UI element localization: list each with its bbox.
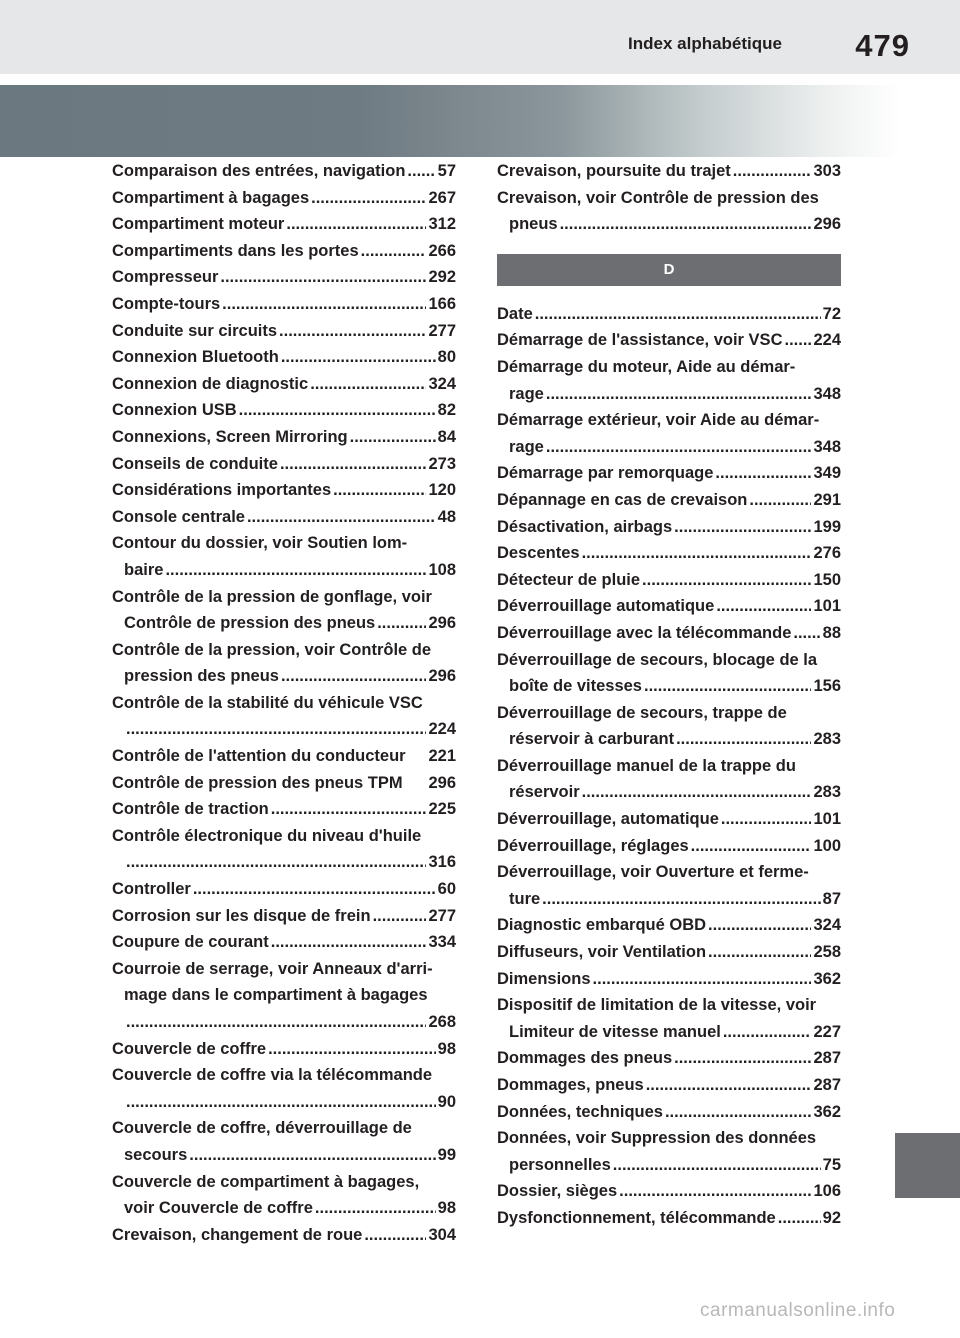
index-entry-text: Contrôle de pression des pneus TPM	[112, 773, 403, 792]
index-entry	[112, 424, 456, 451]
index-entry	[497, 487, 841, 514]
index-entry-text: Comparaison des entrées, navigation	[112, 162, 406, 180]
index-entry	[112, 903, 456, 930]
leader-dots	[582, 540, 812, 567]
index-entry-text: Descentes	[497, 544, 580, 563]
index-entry-text: Déverrouillage de secours, trappe de	[497, 703, 787, 722]
index-entry-text: Connexions, Screen Mirroring	[112, 427, 348, 446]
leader-dots	[715, 460, 811, 487]
index-entry-text: Compartiments dans les portes	[112, 241, 359, 260]
index-entry	[112, 743, 456, 770]
index-entry	[112, 291, 456, 318]
leader-dots	[646, 1072, 812, 1099]
index-entry-text: Déverrouillage, automatique	[497, 810, 719, 829]
leader-dots	[350, 424, 436, 451]
index-entry-page: 120	[428, 481, 456, 500]
index-entry	[112, 796, 456, 823]
index-entry	[112, 876, 456, 903]
index-entry-page: 221	[428, 747, 456, 766]
index-entry-text: Données, techniques	[497, 1102, 663, 1121]
index-entry-page: 60	[437, 880, 456, 899]
index-entry	[497, 514, 841, 541]
index-entry-page: 106	[813, 1182, 841, 1201]
index-entry-text: Couvercle de coffre, déverrouillage de	[112, 1119, 412, 1138]
index-entry	[112, 1036, 456, 1063]
index-entry	[112, 238, 456, 265]
index-entry-page: 292	[428, 268, 456, 287]
index-entry-text: rage	[509, 437, 544, 456]
index-entry	[497, 185, 841, 238]
index-entry-page: 224	[813, 331, 841, 350]
index-entry-text: Contrôle de la stabilité du véhicule VSC	[112, 693, 423, 712]
index-entry-text: Compartiment à bagages	[112, 188, 310, 207]
index-entry-text: Diagnostic embarqué OBD	[497, 916, 707, 935]
index-entry	[497, 354, 841, 407]
index-entry-text: mage dans le compartiment à bagages	[124, 986, 428, 1005]
index-entry-text: Démarrage du moteur, Aide au démar-	[497, 357, 796, 376]
leader-dots	[280, 451, 427, 478]
index-entry-text: Couvercle de coffre	[112, 1039, 267, 1058]
index-entry-text: Déverrouillage de secours, blocage de la	[497, 650, 818, 669]
index-entry-page: 224	[428, 720, 456, 739]
leader-dots	[268, 1036, 436, 1063]
index-entry-text: Crevaison, voir Contrôle de pression des	[497, 188, 819, 207]
index-entry-page: 316	[428, 853, 456, 872]
index-entry-text: Crevaison, changement de roue	[112, 1225, 363, 1244]
index-entry-text: réservoir	[509, 783, 580, 802]
index-entry	[112, 530, 456, 583]
index-entry-page: 296	[813, 215, 841, 234]
leader-dots	[793, 620, 820, 647]
index-entry-page: 277	[428, 321, 456, 340]
index-entry-text: Conduite sur circuits	[112, 321, 278, 340]
index-column-left	[112, 158, 456, 1248]
leader-dots	[239, 397, 436, 424]
leader-dots	[546, 381, 812, 408]
leader-dots	[674, 1045, 811, 1072]
index-entry	[112, 690, 456, 743]
index-entry	[497, 567, 841, 594]
leader-dots	[733, 158, 812, 185]
index-entry-text: Corrosion sur les disque de frein	[112, 906, 371, 925]
index-entry-page: 72	[822, 304, 841, 323]
index-entry	[112, 1222, 456, 1249]
index-column-right	[497, 158, 841, 1232]
index-entry	[497, 966, 841, 993]
index-entry-page: 227	[813, 1022, 841, 1041]
leader-dots	[665, 1099, 812, 1126]
index-entry	[497, 1178, 841, 1205]
index-entry	[497, 939, 841, 966]
leader-dots	[778, 1205, 821, 1232]
leader-dots	[708, 912, 811, 939]
index-entry	[497, 1205, 841, 1232]
leader-dots	[691, 833, 812, 860]
leader-dots	[281, 663, 427, 690]
index-entry	[497, 1099, 841, 1126]
leader-dots	[364, 1222, 426, 1249]
index-entry-page: 287	[813, 1076, 841, 1094]
index-entry-page: 304	[428, 1225, 456, 1244]
leader-dots	[535, 301, 821, 328]
index-entry-text: Contrôle de la pression de gonflage, voir	[112, 587, 432, 606]
leader-dots	[377, 610, 426, 637]
index-entry-page: 287	[813, 1049, 841, 1068]
leader-dots	[126, 716, 426, 743]
leader-dots	[593, 966, 812, 993]
index-entry-page: 108	[428, 560, 456, 579]
leader-dots	[126, 849, 426, 876]
index-entry	[497, 806, 841, 833]
index-entry	[112, 211, 456, 238]
index-entry-text: Dossier, sièges	[497, 1182, 618, 1201]
index-entry	[497, 833, 841, 860]
leader-dots	[642, 567, 811, 594]
index-entry-text: Contrôle de la pression, voir Contrôle de	[112, 640, 432, 659]
index-entry	[112, 477, 456, 504]
index-entry-text: pneus	[509, 215, 558, 234]
leader-dots	[582, 779, 812, 806]
index-entry	[497, 327, 841, 354]
leader-dots	[281, 344, 436, 371]
index-entry-text: Déverrouillage avec la télécommande	[497, 623, 792, 642]
index-entry	[497, 1125, 841, 1178]
index-entry-page: 362	[813, 1102, 841, 1121]
index-entry-text: Controller	[112, 880, 191, 899]
index-entry-text: Courroie de serrage, voir Anneaux d'arri-	[112, 959, 433, 978]
index-entry-text: Démarrage extérieur, voir Aide au démar-	[497, 411, 820, 430]
leader-dots	[708, 939, 811, 966]
index-entry	[497, 620, 841, 647]
index-entry	[497, 460, 841, 487]
index-entry-page: 100	[813, 836, 841, 855]
index-entry-page: 84	[437, 427, 456, 446]
index-entry-text: Données, voir Suppression des données	[497, 1129, 817, 1148]
index-entry	[497, 301, 841, 328]
leader-dots	[126, 1009, 426, 1036]
index-entry-text: Désactivation, airbags	[497, 517, 673, 536]
leader-dots	[271, 796, 427, 823]
index-entry-page: 334	[428, 933, 456, 952]
index-entry-text: boîte de vitesses	[509, 677, 642, 696]
leader-dots	[644, 673, 811, 700]
index-entry-text: voir Couvercle de coffre	[124, 1199, 313, 1218]
index-entry-page: 291	[813, 490, 841, 509]
index-entry-text: Couvercle de coffre via la télécommande	[112, 1066, 433, 1085]
index-entry-page: 99	[437, 1145, 456, 1164]
index-entry-text: Conseils de conduite	[112, 454, 278, 473]
index-entry-text: Démarrage par remorquage	[497, 464, 714, 483]
index-entry-text: Contrôle de traction	[112, 800, 269, 819]
index-entry-text: Couvercle de compartiment à bagages,	[112, 1172, 420, 1191]
index-entry-text: Connexion de diagnostic	[112, 374, 309, 393]
index-entry-page: 258	[813, 943, 841, 962]
index-entry-page: 273	[428, 454, 456, 473]
leader-dots	[721, 806, 812, 833]
index-entry-text: Contour du dossier, voir Soutien lom-	[112, 534, 408, 553]
index-entry	[112, 504, 456, 531]
index-entry-text: Crevaison, poursuite du trajet	[497, 162, 731, 180]
index-entry	[112, 1115, 456, 1168]
index-entry-text: Contrôle électronique du niveau d'huile	[112, 826, 422, 845]
index-entry-page: 225	[428, 800, 456, 819]
index-entry-text: Limiteur de vitesse manuel	[509, 1022, 721, 1041]
index-entry-page: 268	[428, 1013, 456, 1031]
letter-header-d: D	[497, 254, 841, 286]
index-entry	[112, 956, 456, 1036]
watermark-text: carmanualsonline.info	[700, 1300, 896, 1321]
index-entry-page: 362	[813, 969, 841, 988]
header-bar	[0, 0, 960, 74]
index-entry-page: 266	[428, 241, 456, 260]
index-entry	[497, 647, 841, 700]
index-entry-text: Contrôle de pression des pneus	[124, 614, 376, 633]
index-entry-page: 296	[428, 614, 456, 633]
leader-dots	[222, 291, 426, 318]
index-entry-page: 101	[813, 597, 841, 616]
index-entry	[497, 912, 841, 939]
index-entry-page: 101	[813, 810, 841, 829]
index-entry-page: 303	[813, 162, 841, 180]
index-entry	[112, 397, 456, 424]
index-entry-text: Compte-tours	[112, 294, 221, 313]
index-entry-page: 277	[428, 906, 456, 925]
leader-dots	[271, 929, 427, 956]
index-entry-text: Déverrouillage automatique	[497, 597, 715, 616]
index-entry-page: 312	[428, 215, 456, 234]
index-entry-text: Console centrale	[112, 507, 245, 526]
index-entry-page: 48	[437, 507, 456, 526]
page-number: 479	[855, 28, 910, 63]
index-entry	[112, 318, 456, 345]
index-entry-text: pression des pneus	[124, 667, 279, 686]
index-entry	[112, 158, 456, 185]
leader-dots	[361, 238, 427, 265]
index-entry-page: 348	[813, 437, 841, 456]
index-entry-text: baire	[124, 560, 164, 579]
leader-dots	[407, 158, 435, 185]
leader-dots	[560, 211, 812, 238]
index-entry-text: Détecteur de pluie	[497, 570, 641, 589]
index-entry-page: 98	[437, 1039, 456, 1058]
index-entry-page: 90	[437, 1092, 456, 1111]
leader-dots	[126, 1089, 436, 1116]
index-entry-page: 324	[428, 374, 456, 393]
leader-dots	[749, 487, 811, 514]
index-entry	[497, 1045, 841, 1072]
index-entry-page: 57	[437, 162, 456, 180]
index-entry-page: 296	[428, 667, 456, 686]
leader-dots	[784, 327, 811, 354]
index-entry	[112, 584, 456, 637]
leader-dots	[279, 318, 426, 345]
index-entry-text: Compresseur	[112, 268, 219, 287]
index-entry-page: 349	[813, 464, 841, 483]
index-entry-text: Dysfonctionnement, télécommande	[497, 1208, 776, 1227]
leader-dots	[619, 1178, 811, 1205]
leader-dots	[165, 557, 426, 584]
leader-dots	[676, 726, 811, 753]
index-entry-text: Contrôle de l'attention du conducteur	[112, 747, 406, 766]
index-entry-text: Démarrage de l'assistance, voir VSC	[497, 331, 783, 350]
leader-dots	[220, 264, 426, 291]
index-entry	[112, 344, 456, 371]
index-entry-page: 348	[813, 384, 841, 403]
index-entry-page: 296	[428, 773, 456, 792]
index-entry-text: secours	[124, 1145, 188, 1164]
index-entry-text: Déverrouillage manuel de la trappe du	[497, 756, 796, 775]
index-entry-text: Déverrouillage, voir Ouverture et ferme-	[497, 863, 809, 882]
leader-dots	[373, 903, 427, 930]
index-entry-text: personnelles	[509, 1155, 611, 1174]
index-entry-text: Coupure de courant	[112, 933, 269, 952]
leader-dots	[333, 477, 426, 504]
index-entry-page: 267	[428, 188, 456, 207]
index-entry	[112, 823, 456, 876]
index-entry-text: Dommages des pneus	[497, 1049, 673, 1068]
leader-dots	[716, 593, 811, 620]
index-entry-text: Connexion Bluetooth	[112, 348, 279, 367]
index-entry-page: 150	[813, 570, 841, 589]
chapter-tab	[895, 1133, 960, 1198]
index-entry-text: ture	[509, 889, 541, 908]
index-entry-text: réservoir à carburant	[509, 730, 675, 749]
index-entry-text: Dimensions	[497, 969, 591, 988]
index-entry	[497, 1072, 841, 1099]
leader-dots	[542, 886, 820, 913]
leader-dots	[315, 1195, 436, 1222]
decorative-band	[0, 85, 900, 157]
leader-dots	[189, 1142, 435, 1169]
index-entry	[497, 753, 841, 806]
index-entry-text: Dispositif de limitation de la vitesse, voir	[497, 996, 817, 1015]
index-entry	[497, 407, 841, 460]
index-entry-page: 166	[428, 294, 456, 313]
index-entry-text: Dépannage en cas de crevaison	[497, 490, 748, 509]
leader-dots	[311, 185, 426, 212]
index-entry-page: 276	[813, 544, 841, 563]
leader-dots	[723, 1019, 812, 1046]
leader-dots	[193, 876, 436, 903]
index-entry-text: rage	[509, 384, 544, 403]
index-entry-text: Connexion USB	[112, 401, 237, 420]
index-entry	[497, 593, 841, 620]
index-entry-page: 324	[813, 916, 841, 935]
index-entry	[497, 540, 841, 567]
index-entry-text: Dommages, pneus	[497, 1076, 644, 1094]
index-entry	[112, 185, 456, 212]
index-entry-text: Date	[497, 304, 533, 323]
index-entry-page: 82	[437, 401, 456, 420]
leader-dots	[310, 371, 426, 398]
index-entry	[112, 451, 456, 478]
index-entry-text: Diffuseurs, voir Ventilation	[497, 943, 707, 962]
index-entry-page: 80	[437, 348, 456, 367]
index-entry	[497, 700, 841, 753]
section-title: Index alphabétique	[628, 34, 782, 53]
index-entry	[112, 770, 456, 797]
index-entry	[112, 637, 456, 690]
index-entry-text: Compartiment moteur	[112, 215, 285, 234]
leader-dots	[546, 434, 812, 461]
index-entry	[112, 371, 456, 398]
index-entry-page: 92	[822, 1208, 841, 1227]
index-entry	[497, 158, 841, 185]
index-entry	[112, 264, 456, 291]
index-entry-page: 88	[822, 623, 841, 642]
index-entry-text: Déverrouillage, réglages	[497, 836, 689, 855]
index-entry-page: 87	[822, 889, 841, 908]
leader-dots	[674, 514, 811, 541]
index-entry	[112, 1062, 456, 1115]
leader-dots	[613, 1152, 821, 1179]
leader-dots	[286, 211, 426, 238]
index-entry-page: 75	[822, 1155, 841, 1174]
index-entry-page: 98	[437, 1199, 456, 1218]
index-entry-page: 156	[813, 677, 841, 696]
index-entry	[497, 992, 841, 1045]
leader-dots	[247, 504, 436, 531]
index-entry-page: 199	[813, 517, 841, 536]
index-entry	[497, 859, 841, 912]
index-entry	[112, 929, 456, 956]
index-entry-page: 283	[813, 730, 841, 749]
index-entry-text: Considérations importantes	[112, 481, 332, 500]
index-entry-page: 283	[813, 783, 841, 802]
index-entry	[112, 1169, 456, 1222]
